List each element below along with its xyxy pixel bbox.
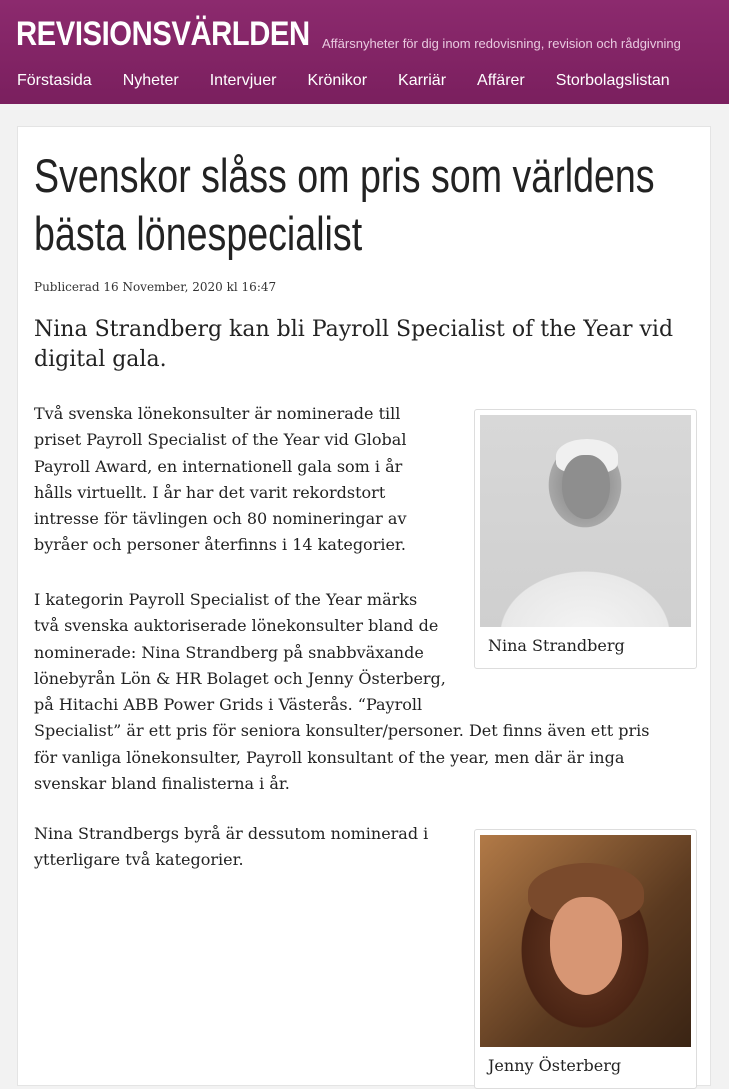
site-logo[interactable]: REVISIONSVÄRLDEN — [16, 15, 310, 53]
nav-item-storbolagslistan[interactable]: Storbolagslistan — [555, 72, 670, 89]
nav-item-forstasida[interactable]: Förstasida — [17, 72, 92, 89]
nav-item-intervjuer[interactable]: Intervjuer — [209, 72, 277, 89]
nav-item-karriar[interactable]: Karriär — [398, 72, 447, 89]
article-paragraph-1: Två svenska lönekonsulter är nominerade till priset Payroll Specialist of the Year vid Global Payroll Award, en internationell gala som i år hålls virtuellt. I år har det varit rekordstort intresse för tävlingen och 80 nomineringar av byråer och personer återfinns i 14 kategorier. — [34, 404, 407, 555]
photo-jenny-osterberg[interactable] — [480, 835, 691, 1047]
article-card — [17, 126, 711, 1086]
figure-caption: Jenny Österberg — [488, 1056, 622, 1075]
nav-item-affarer[interactable]: Affärer — [477, 72, 525, 89]
article-title: Svenskor slåss om pris som världens bästa lönespecialist — [34, 149, 655, 260]
photo-face-shape — [562, 455, 610, 519]
article-lead: Nina Strandberg kan bli Payroll Specialist of the Year vid digital gala. — [34, 317, 674, 372]
article-paragraph-2: I kategorin Payroll Specialist of the Year märks två svenska auktoriserade lönekonsulter bland de nominerade: Nina Strandberg på snabbväxande lönebyrån Lön & HR Bolaget och Jenny Österberg, på Hitachi ABB Power Grids i Västerås. “Payroll Specialist” är ett pris för seniora konsulter/personer. Det finns även ett pris för vanliga lönekonsulter, Payroll konsultant of the year, men där är inga svenskar bland finalisterna i år. — [34, 590, 650, 794]
site-tagline: Affärsnyheter för dig inom redovisning, revision och rådgivning — [322, 36, 681, 51]
figure-jenny-osterberg — [474, 829, 697, 1089]
nav-item-kronikor[interactable]: Krönikor — [307, 72, 368, 89]
article-paragraph-3: Nina Strandbergs byrå är dessutom nominerad i ytterligare två kategorier. — [34, 824, 429, 870]
photo-face-shape — [550, 897, 622, 995]
publish-date: Publicerad 16 November, 2020 kl 16:47 — [34, 280, 277, 294]
nav-item-nyheter[interactable]: Nyheter — [122, 72, 179, 89]
figure-caption: Nina Strandberg — [488, 636, 625, 655]
main-nav — [0, 70, 729, 94]
site-header — [0, 0, 729, 104]
